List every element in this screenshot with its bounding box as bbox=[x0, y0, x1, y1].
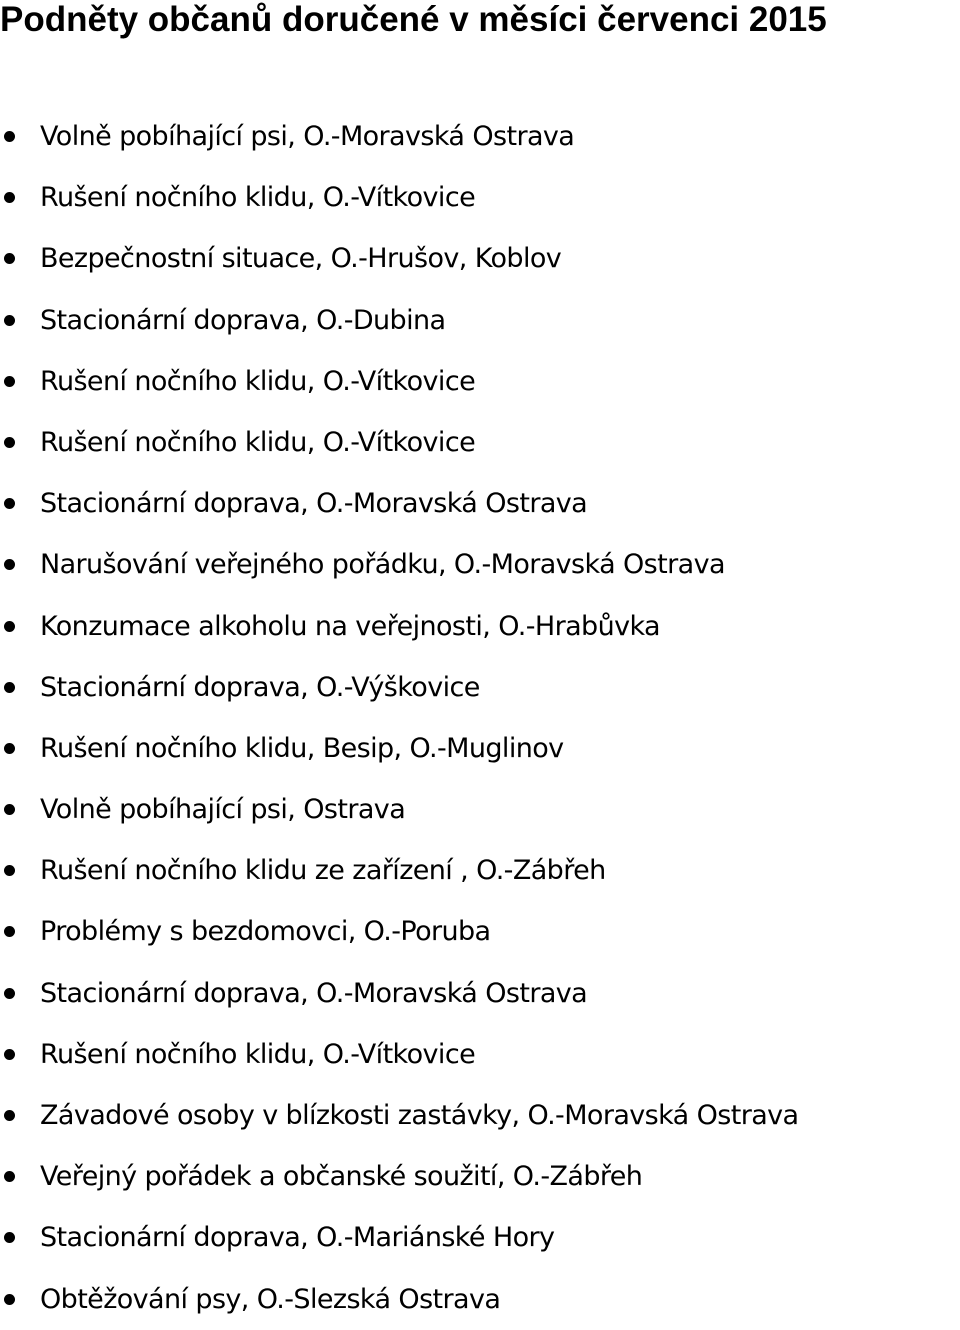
page-title: Podněty občanů doručené v měsíci červenci 2015 bbox=[0, 0, 827, 39]
list-item-text: Závadové osoby v blízkosti zastávky, O.-Moravská Ostrava bbox=[40, 1100, 799, 1131]
list-item-text: Rušení nočního klidu, O.-Vítkovice bbox=[40, 426, 476, 458]
list-item-text: Narušování veřejného pořádku, O.-Moravská Ostrava bbox=[40, 549, 725, 581]
list-item-text: Veřejný pořádek a občanské soužití, O.-Zábřeh bbox=[40, 1161, 643, 1193]
list-item-text: Rušení nočního klidu, O.-Vítkovice bbox=[40, 182, 476, 214]
bullet-icon bbox=[4, 437, 15, 448]
bullet-icon bbox=[4, 804, 15, 815]
bullet-icon bbox=[4, 559, 15, 570]
bullet-icon bbox=[4, 192, 15, 203]
bullet-icon bbox=[4, 743, 15, 754]
bullet-icon bbox=[4, 1049, 15, 1060]
list-item-text: Stacionární doprava, O.-Dubina bbox=[40, 304, 446, 336]
list-item-text: Bezpečnostní situace, O.-Hrušov, Koblov bbox=[40, 243, 562, 275]
list-item-text: Rušení nočního klidu, O.-Vítkovice bbox=[40, 365, 476, 397]
list-item-text: Rušení nočního klidu ze zařízení , O.-Zábřeh bbox=[40, 855, 606, 887]
list-item-text: Problémy s bezdomovci, O.-Poruba bbox=[40, 916, 491, 948]
list-item-text: Volně pobíhající psi, Ostrava bbox=[40, 794, 406, 826]
list-item-text: Stacionární doprava, O.-Mariánské Hory bbox=[40, 1222, 555, 1254]
bullet-icon bbox=[4, 498, 15, 509]
bullet-icon bbox=[4, 253, 15, 264]
bullet-icon bbox=[4, 1171, 15, 1182]
bullet-icon bbox=[4, 376, 15, 387]
list-item-text: Rušení nočního klidu, Besip, O.-Muglinov bbox=[40, 732, 564, 764]
list-item-text: Volně pobíhající psi, O.-Moravská Ostrava bbox=[40, 121, 575, 152]
list-item-text: Obtěžování psy, O.-Slezská Ostrava bbox=[40, 1283, 501, 1315]
list-item-text: Stacionární doprava, O.-Výškovice bbox=[40, 671, 480, 703]
bullet-icon bbox=[4, 1232, 15, 1243]
bullet-icon bbox=[4, 865, 15, 876]
list-item-text: Stacionární doprava, O.-Moravská Ostrava bbox=[40, 488, 588, 520]
bullet-icon bbox=[4, 1294, 15, 1305]
bullet-icon bbox=[4, 1110, 15, 1121]
bullet-icon bbox=[4, 988, 15, 999]
bullet-icon bbox=[4, 682, 15, 693]
list-item-text: Rušení nočního klidu, O.-Vítkovice bbox=[40, 1038, 476, 1070]
list-item-text: Konzumace alkoholu na veřejnosti, O.-Hrabůvka bbox=[40, 610, 660, 642]
bullet-icon bbox=[4, 926, 15, 937]
bullet-icon bbox=[4, 315, 15, 326]
list-item-text: Stacionární doprava, O.-Moravská Ostrava bbox=[40, 977, 588, 1009]
bullet-icon bbox=[4, 621, 15, 632]
bullet-icon bbox=[4, 131, 15, 142]
